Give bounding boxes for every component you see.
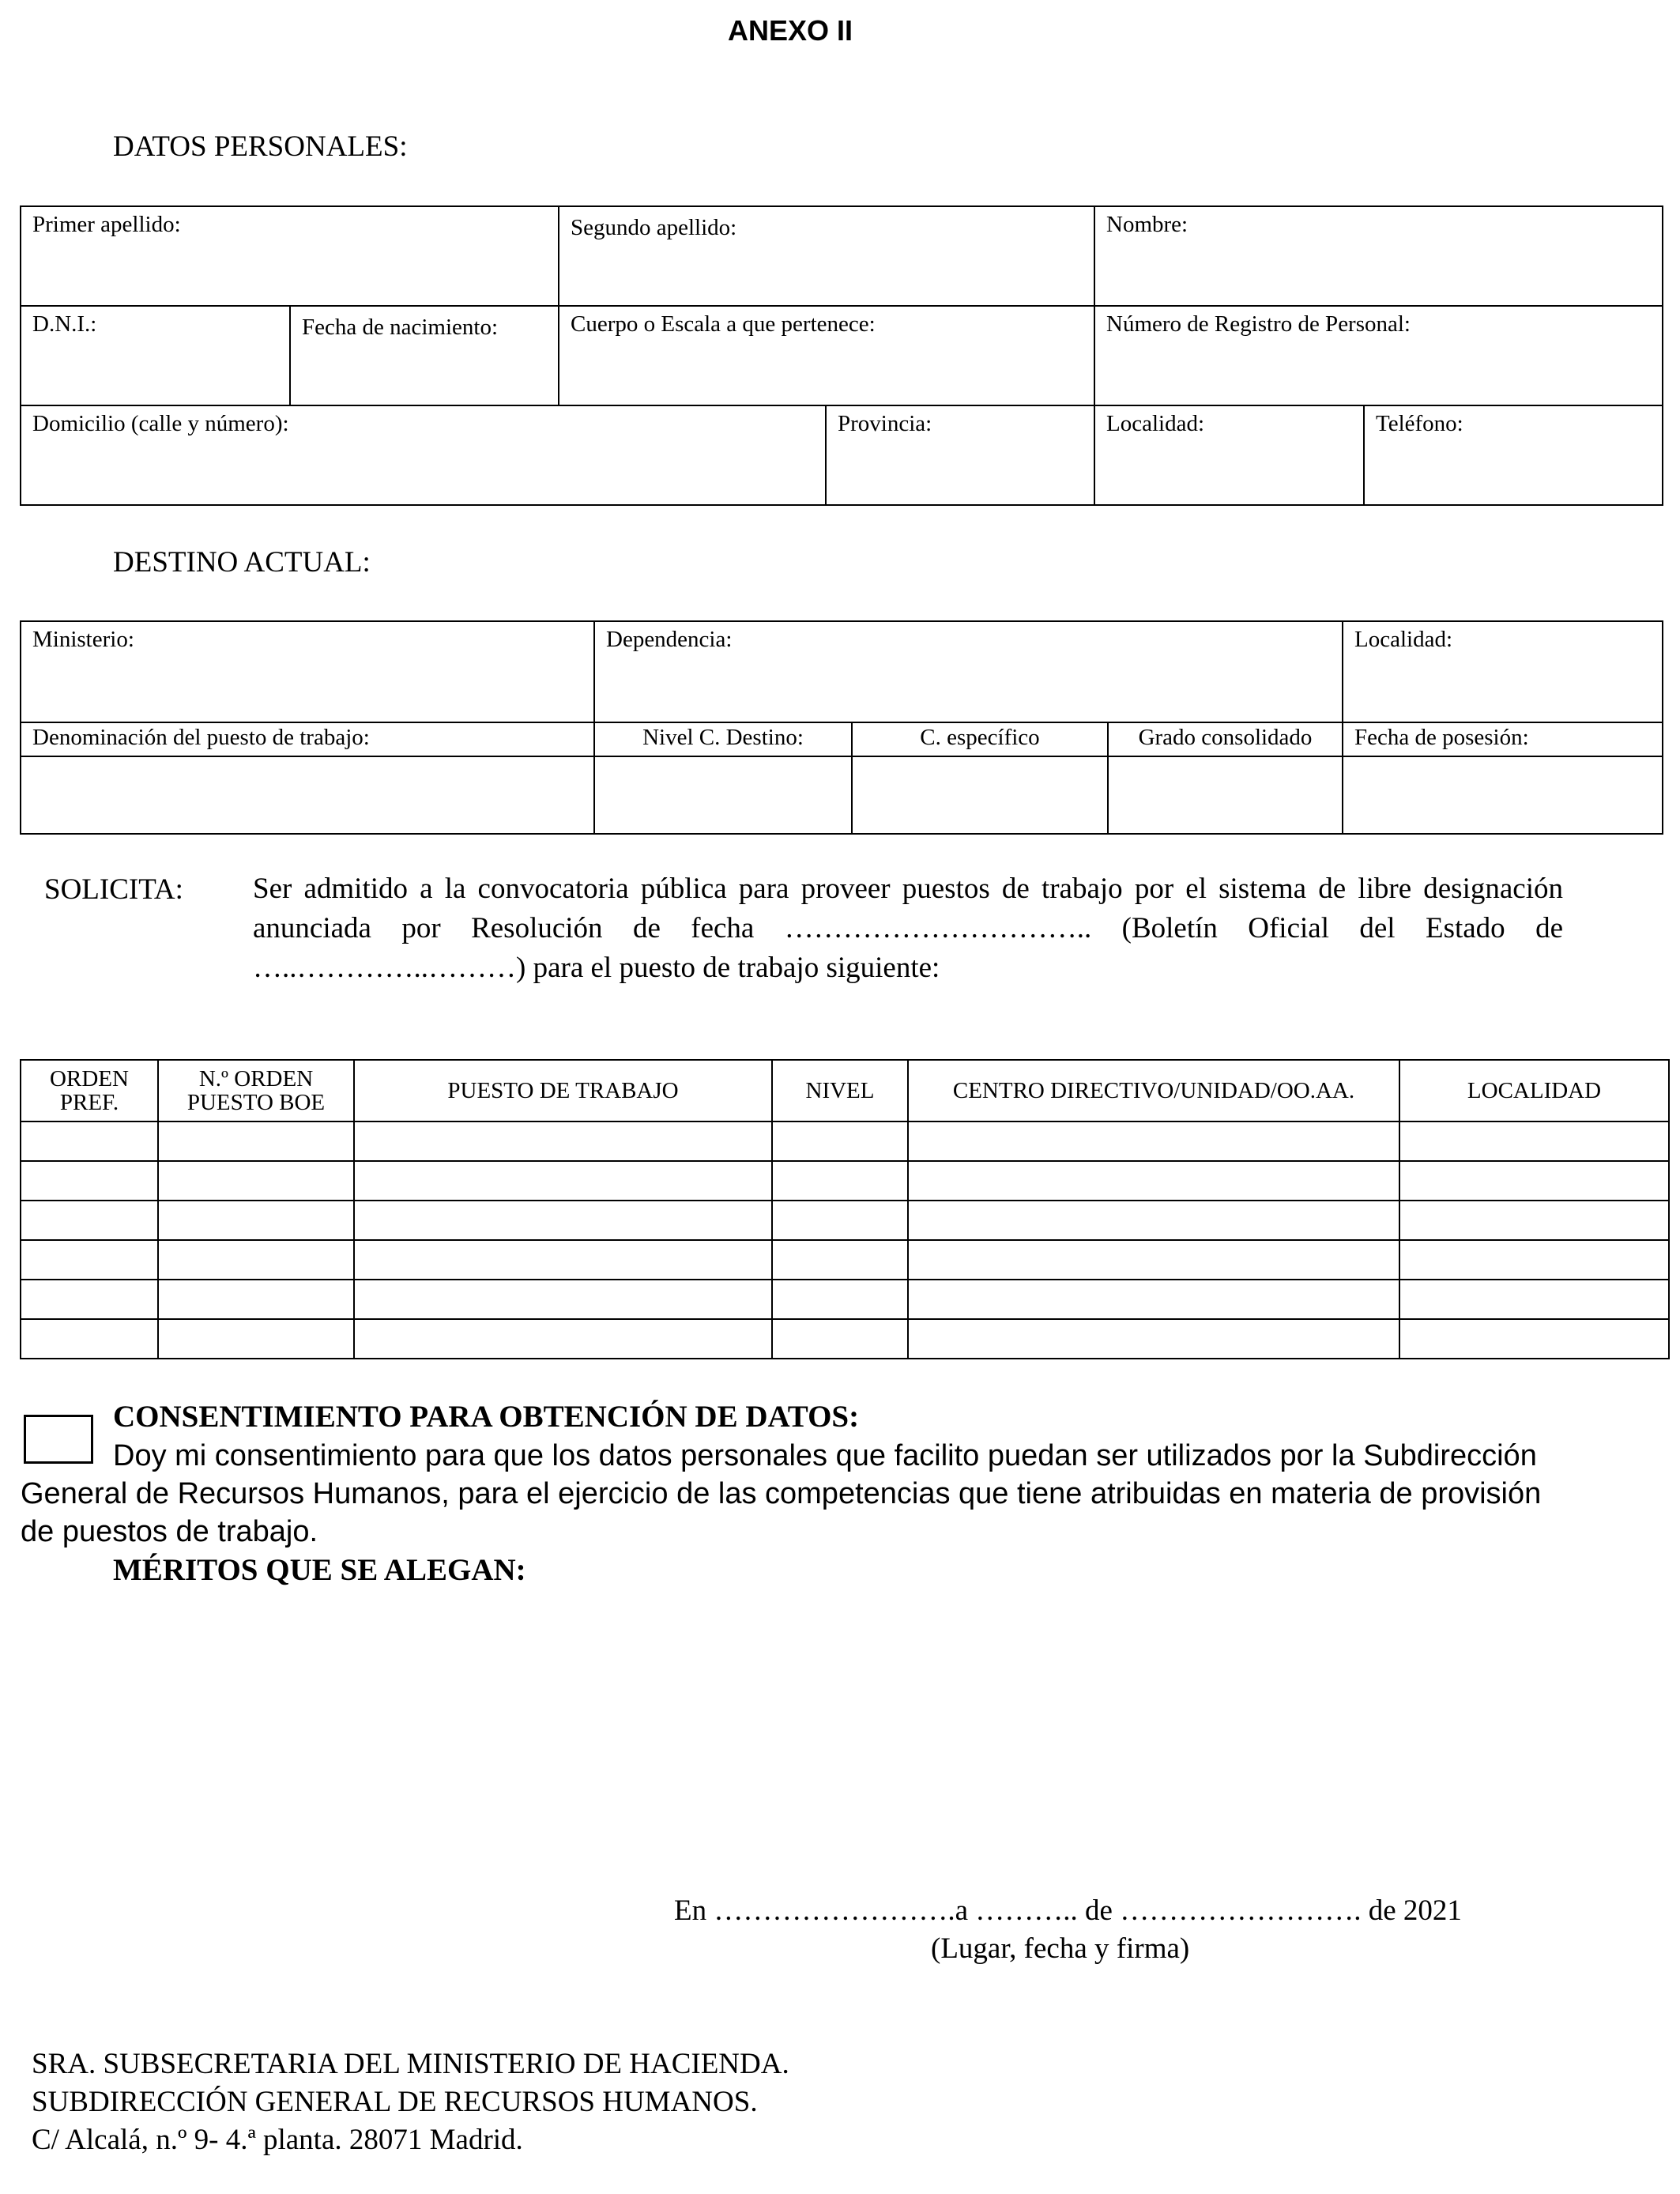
signature-caption: (Lugar, fecha y firma) — [931, 1932, 1190, 1965]
ministerio-field[interactable] — [21, 621, 594, 722]
solicita-label: SOLICITA: — [44, 873, 183, 906]
localidad-field[interactable] — [1094, 405, 1364, 505]
primer-apellido-field[interactable] — [21, 206, 559, 306]
cell-centro-directivo[interactable] — [908, 1161, 1399, 1201]
domicilio-field[interactable] — [21, 405, 826, 505]
cell-puesto-trabajo[interactable] — [354, 1201, 772, 1240]
cell-orden-pref[interactable] — [21, 1319, 158, 1359]
puestos-header-row — [21, 1060, 1669, 1122]
table-row — [21, 1201, 1669, 1240]
dependencia-field[interactable] — [594, 621, 1343, 722]
nombre-label: Nombre: — [1106, 212, 1188, 237]
cuerpo-escala-field[interactable] — [559, 306, 1094, 405]
cell-orden-puesto-boe[interactable] — [158, 1240, 354, 1280]
table-row — [21, 1122, 1669, 1161]
cell-localidad[interactable] — [1399, 1240, 1669, 1280]
footer-recipient-line2: SUBDIRECCIÓN GENERAL DE RECURSOS HUMANOS. — [32, 2086, 758, 2118]
cell-localidad[interactable] — [1399, 1280, 1669, 1319]
fecha-posesion-label: Fecha de posesión: — [1354, 725, 1529, 750]
cell-orden-pref[interactable] — [21, 1122, 158, 1161]
cell-nivel[interactable] — [772, 1122, 908, 1161]
header-localidad: LOCALIDAD — [1399, 1060, 1669, 1122]
numero-registro-field[interactable] — [1094, 306, 1663, 405]
segundo-apellido-field[interactable] — [559, 206, 1094, 306]
fecha-nacimiento-field[interactable] — [290, 306, 559, 405]
table-row — [21, 1280, 1669, 1319]
c-especifico-label: C. específico — [920, 725, 1040, 750]
domicilio-label: Domicilio (calle y número): — [32, 411, 289, 436]
cell-orden-puesto-boe[interactable] — [158, 1122, 354, 1161]
cell-nivel[interactable] — [772, 1201, 908, 1240]
denominacion-label: Denominación del puesto de trabajo: — [32, 725, 370, 750]
nivel-destino-field[interactable] — [594, 756, 852, 834]
fecha-posesion-field[interactable] — [1343, 756, 1663, 834]
fecha-nacimiento-label: Fecha de nacimiento: — [302, 315, 499, 340]
ministerio-label: Ministerio: — [32, 627, 134, 652]
cell-localidad[interactable] — [1399, 1201, 1669, 1240]
datos-personales-table — [20, 205, 1663, 506]
section-title-datos-personales: DATOS PERSONALES: — [113, 130, 408, 163]
header-orden-pref: ORDEN PREF. — [21, 1060, 158, 1122]
c-especifico-field[interactable] — [852, 756, 1108, 834]
cell-orden-pref[interactable] — [21, 1161, 158, 1201]
cell-orden-puesto-boe[interactable] — [158, 1280, 354, 1319]
consent-text: Doy mi consentimiento para que los datos personales que facilito puedan ser utilizados por la Subdirección General de Recursos Humanos, para el ejercicio de las competencias que tiene atribuidas en materia de provisión de puestos de trabajo. — [21, 1439, 1542, 1548]
cell-centro-directivo[interactable] — [908, 1240, 1399, 1280]
cell-orden-pref[interactable] — [21, 1201, 158, 1240]
telefono-field[interactable] — [1364, 405, 1663, 505]
header-nivel: NIVEL — [772, 1060, 908, 1122]
header-puesto-trabajo: PUESTO DE TRABAJO — [354, 1060, 772, 1122]
denominacion-field[interactable] — [21, 756, 594, 834]
cell-centro-directivo[interactable] — [908, 1319, 1399, 1359]
cuerpo-escala-label: Cuerpo o Escala a que pertenece: — [571, 311, 876, 337]
cell-nivel[interactable] — [772, 1319, 908, 1359]
cell-centro-directivo[interactable] — [908, 1201, 1399, 1240]
cell-puesto-trabajo[interactable] — [354, 1319, 772, 1359]
grado-label: Grado consolidado — [1138, 725, 1313, 750]
solicita-text: Ser admitido a la convocatoria pública para proveer puestos de trabajo por el sistema de libre designación anunciada por Resolución de fecha ………………………….. (Boletín Oficial del Estado de …..…………..………) para el puesto de trabajo siguiente: — [253, 873, 1563, 984]
cell-orden-puesto-boe[interactable] — [158, 1201, 354, 1240]
header-orden-puesto-boe: N.º ORDEN PUESTO BOE — [158, 1060, 354, 1122]
cell-orden-puesto-boe[interactable] — [158, 1319, 354, 1359]
document-title: ANEXO II — [727, 14, 853, 47]
puestos-table — [20, 1059, 1670, 1359]
cell-localidad[interactable] — [1399, 1319, 1669, 1359]
dni-label: D.N.I.: — [32, 311, 97, 337]
cell-puesto-trabajo[interactable] — [354, 1161, 772, 1201]
signature-date-line: En …………………….a ……….. de ……………………. de 2021 — [674, 1894, 1462, 1927]
cell-nivel[interactable] — [772, 1161, 908, 1201]
cell-orden-pref[interactable] — [21, 1240, 158, 1280]
nombre-field[interactable] — [1094, 206, 1663, 306]
footer-recipient-line1: SRA. SUBSECRETARIA DEL MINISTERIO DE HACIENDA. — [32, 2048, 789, 2080]
section-title-destino-actual: DESTINO ACTUAL: — [113, 546, 371, 579]
table-row — [21, 1240, 1669, 1280]
cell-centro-directivo[interactable] — [908, 1280, 1399, 1319]
localidad-label: Localidad: — [1106, 411, 1205, 436]
destino-localidad-field[interactable] — [1343, 621, 1663, 722]
cell-centro-directivo[interactable] — [908, 1122, 1399, 1161]
cell-nivel[interactable] — [772, 1240, 908, 1280]
provincia-field[interactable] — [826, 405, 1094, 505]
grado-field[interactable] — [1108, 756, 1343, 834]
footer-address: C/ Alcalá, n.º 9- 4.ª planta. 28071 Madrid. — [32, 2124, 523, 2156]
cell-puesto-trabajo[interactable] — [354, 1122, 772, 1161]
cell-puesto-trabajo[interactable] — [354, 1240, 772, 1280]
primer-apellido-label: Primer apellido: — [32, 212, 181, 237]
cell-orden-puesto-boe[interactable] — [158, 1161, 354, 1201]
cell-localidad[interactable] — [1399, 1122, 1669, 1161]
cell-puesto-trabajo[interactable] — [354, 1280, 772, 1319]
meritos-heading: MÉRITOS QUE SE ALEGAN: — [113, 1553, 526, 1587]
table-row — [21, 1161, 1669, 1201]
dependencia-label: Dependencia: — [606, 627, 733, 652]
nivel-destino-label: Nivel C. Destino: — [642, 725, 804, 750]
numero-registro-label: Número de Registro de Personal: — [1106, 311, 1411, 337]
cell-localidad[interactable] — [1399, 1161, 1669, 1201]
destino-actual-table — [20, 620, 1663, 835]
telefono-label: Teléfono: — [1376, 411, 1463, 436]
cell-orden-pref[interactable] — [21, 1280, 158, 1319]
segundo-apellido-label: Segundo apellido: — [571, 215, 737, 240]
dni-field[interactable] — [21, 306, 290, 405]
destino-localidad-label: Localidad: — [1354, 627, 1453, 652]
cell-nivel[interactable] — [772, 1280, 908, 1319]
consent-title: CONSENTIMIENTO PARA OBTENCIÓN DE DATOS: — [113, 1400, 860, 1434]
table-row — [21, 1319, 1669, 1359]
header-centro-directivo: CENTRO DIRECTIVO/UNIDAD/OO.AA. — [908, 1060, 1399, 1122]
provincia-label: Provincia: — [838, 411, 932, 436]
